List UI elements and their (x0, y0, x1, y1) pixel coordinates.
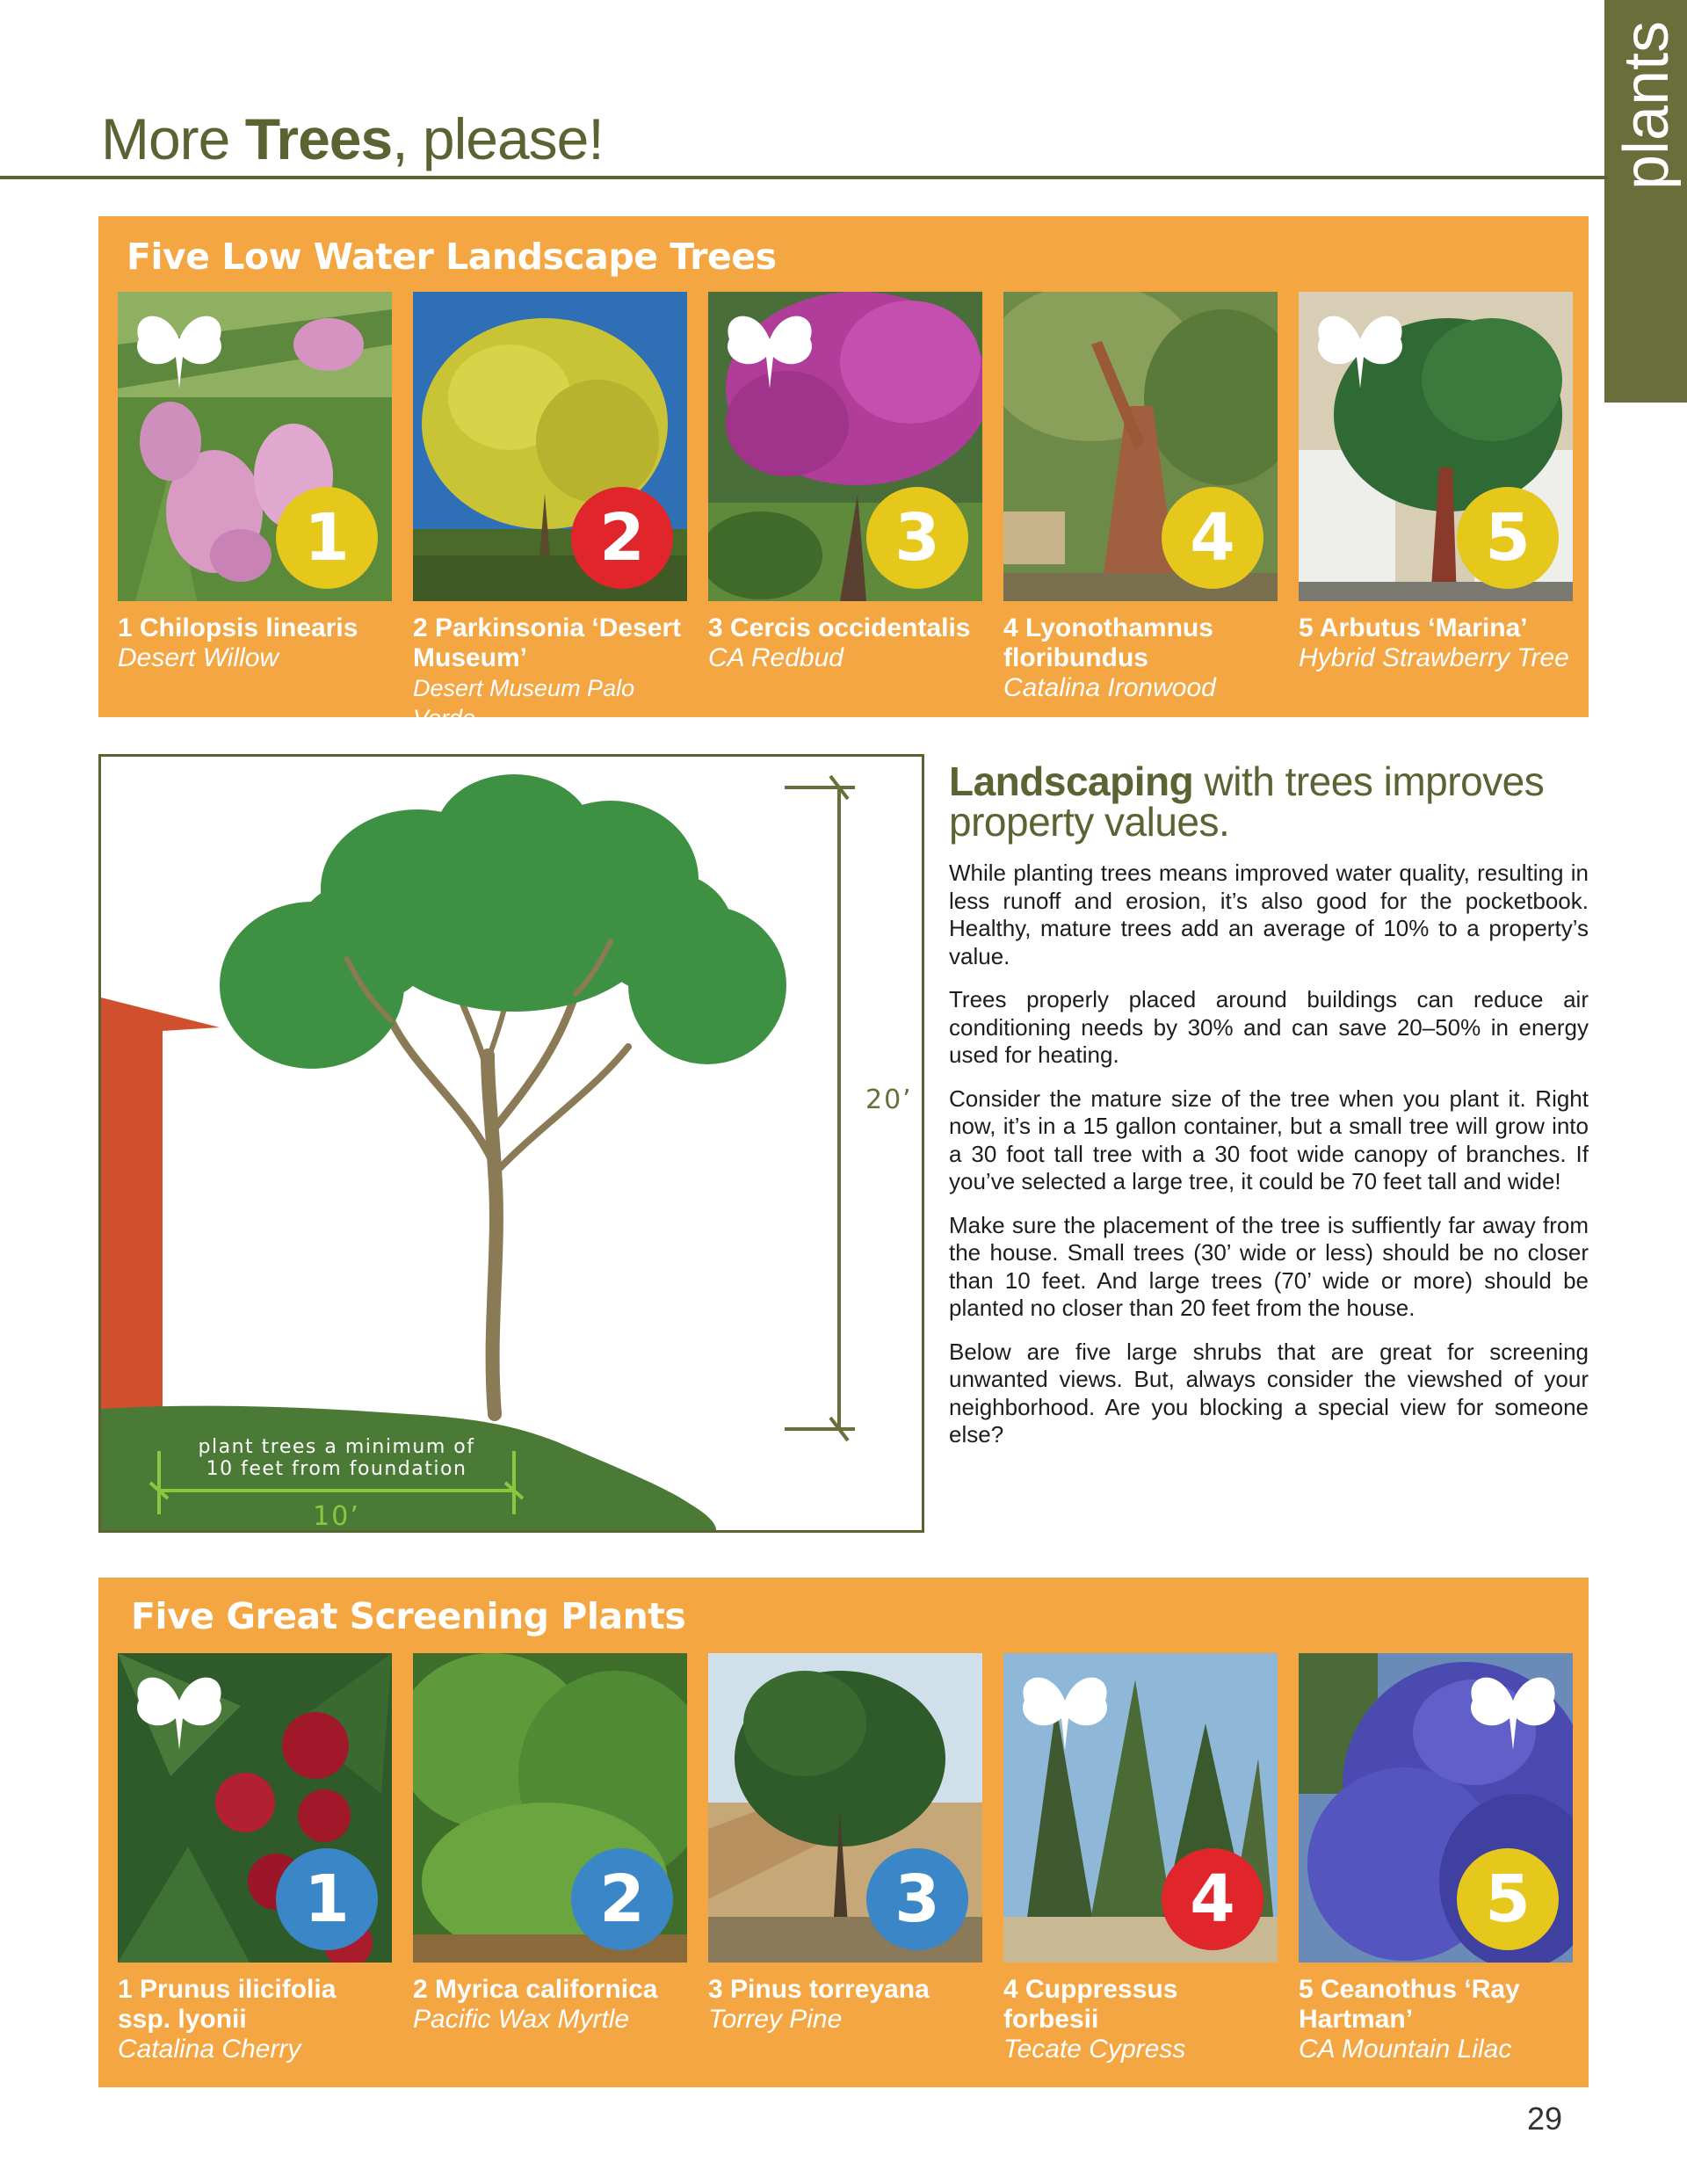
card-pinus (708, 1653, 982, 2064)
card-cercis (708, 292, 982, 733)
article-paragraph: Trees properly placed around buildings can reduce air conditioning needs by 30% and can save 20–50% in energy used for heating. (949, 986, 1589, 1068)
scientific-name: 2 Myrica californica (413, 1975, 658, 2004)
common-name: Pacific Wax Myrtle (413, 2005, 630, 2034)
card-arbutus (1299, 292, 1573, 733)
photo-tecate-cypress (1003, 1653, 1278, 1963)
page-title (101, 105, 604, 172)
number-badge: 5 (1457, 1848, 1559, 1950)
number-badge: 5 (1457, 487, 1559, 589)
scientific-name: 5 Ceanothus ‘Ray Hartman’ (1299, 1975, 1520, 2034)
article (949, 758, 1589, 1449)
photo-catalina-cherry (118, 1653, 392, 1963)
article-heading (949, 758, 1589, 845)
common-name: Catalina Ironwood (1003, 673, 1216, 702)
scientific-name: 1 Chilopsis linearis (118, 613, 358, 642)
tree-cards (118, 292, 1576, 733)
distance-caption-line1: plant trees a minimum of (198, 1436, 475, 1458)
common-name: Torrey Pine (708, 2005, 843, 2034)
article-paragraph: While planting trees means improved water quality, resulting in less runoff and erosion, it’s also good for the pocketbook. Healthy, mature trees add an average of 10% to a property’s value. (949, 860, 1589, 969)
card-ceanothus (1299, 1653, 1573, 2064)
title-rule (0, 176, 1608, 179)
screening-plants-panel (98, 1578, 1589, 2087)
scientific-name: 4 Cuppressus forbesii (1003, 1975, 1178, 2034)
butterfly-icon (130, 1665, 228, 1753)
common-name: Desert Museum Palo Verde (413, 675, 635, 731)
number-badge: 3 (866, 487, 968, 589)
scientific-name: 3 Pinus torreyana (708, 1975, 930, 2004)
photo-strawberry-tree (1299, 292, 1573, 601)
photo-ironwood (1003, 292, 1278, 601)
photo-desert-willow (118, 292, 392, 601)
distance-caption-line2: 10 feet from foundation (206, 1458, 467, 1480)
photo-redbud (708, 292, 982, 601)
height-measure (785, 776, 855, 1440)
article-heading-rest: with trees improves property values. (949, 758, 1545, 845)
distance-label: 10’ (313, 1501, 360, 1530)
photo-palo-verde (413, 292, 687, 601)
butterfly-icon (1464, 1665, 1562, 1753)
card-myrica (413, 1653, 687, 2064)
butterfly-icon (1311, 304, 1409, 392)
number-badge: 1 (276, 1848, 378, 1950)
height-label: 20’ (865, 1085, 913, 1115)
number-badge: 4 (1162, 487, 1263, 589)
common-name: Desert Willow (118, 643, 279, 672)
common-name: Catalina Cherry (118, 2035, 301, 2064)
scientific-name: 2 Parkinsonia ‘Desert Museum’ (413, 613, 682, 672)
common-name: Tecate Cypress (1003, 2035, 1186, 2064)
common-name: Hybrid Strawberry Tree (1299, 643, 1569, 672)
scientific-name: 1 Prunus ilicifolia ssp. lyonii (118, 1975, 337, 2034)
screening-cards (118, 1653, 1576, 2064)
article-paragraph: Consider the mature size of the tree when you plant it. Right now, it’s in a 15 gallon container, but a small tree will grow into a 30 foot tall tree with a 30 foot wide canopy of branches. If you’ve selected a large tree, it could be 70 feet tall and wide! (949, 1085, 1589, 1194)
house-shape (101, 998, 220, 1409)
card-prunus (118, 1653, 392, 2064)
photo-mountain-lilac (1299, 1653, 1573, 1963)
section-tab-label: plants (1611, 20, 1682, 191)
title-suffix: , please! (392, 106, 604, 171)
card-lyonothamnus (1003, 292, 1278, 733)
card-parkinsonia (413, 292, 687, 733)
article-heading-bold: Landscaping (949, 758, 1194, 804)
panel-heading: Five Low Water Landscape Trees (127, 236, 777, 278)
common-name: CA Mountain Lilac (1299, 2035, 1512, 2064)
tree-placement-diagram (98, 754, 924, 1533)
article-paragraph: Make sure the placement of the tree is suffiently far away from the house. Small trees (30’ wide or less) should be no closer than 10 feet. And large trees (70’ wide or more) should be planted no closer than 20 feet from the house. (949, 1211, 1589, 1321)
card-chilopsis (118, 292, 392, 733)
tree-canopy (220, 774, 786, 1069)
number-badge: 2 (571, 1848, 673, 1950)
article-paragraph: Below are five large shrubs that are great for screening unwanted views. But, always consider the viewshed of your neighborhood. Are you blocking a special view for someone else? (949, 1338, 1589, 1448)
low-water-trees-panel (98, 216, 1589, 731)
butterfly-icon (130, 304, 228, 392)
photo-wax-myrtle (413, 1653, 687, 1963)
title-bold: Trees (244, 106, 393, 171)
number-badge: 4 (1162, 1848, 1263, 1950)
butterfly-icon (720, 304, 819, 392)
number-badge: 1 (276, 487, 378, 589)
panel-heading: Five Great Screening Plants (131, 1595, 686, 1637)
scientific-name: 4 Lyonothamnus floribundus (1003, 613, 1213, 672)
common-name: CA Redbud (708, 643, 844, 672)
number-badge: 2 (571, 487, 673, 589)
card-cuppressus (1003, 1653, 1278, 2064)
butterfly-icon (1016, 1665, 1114, 1753)
photo-torrey-pine (708, 1653, 982, 1963)
title-prefix: More (101, 106, 245, 171)
page-number: 29 (1527, 2101, 1563, 2137)
number-badge: 3 (866, 1848, 968, 1950)
scientific-name: 3 Cercis occidentalis (708, 613, 971, 642)
scientific-name: 5 Arbutus ‘Marina’ (1299, 613, 1528, 642)
